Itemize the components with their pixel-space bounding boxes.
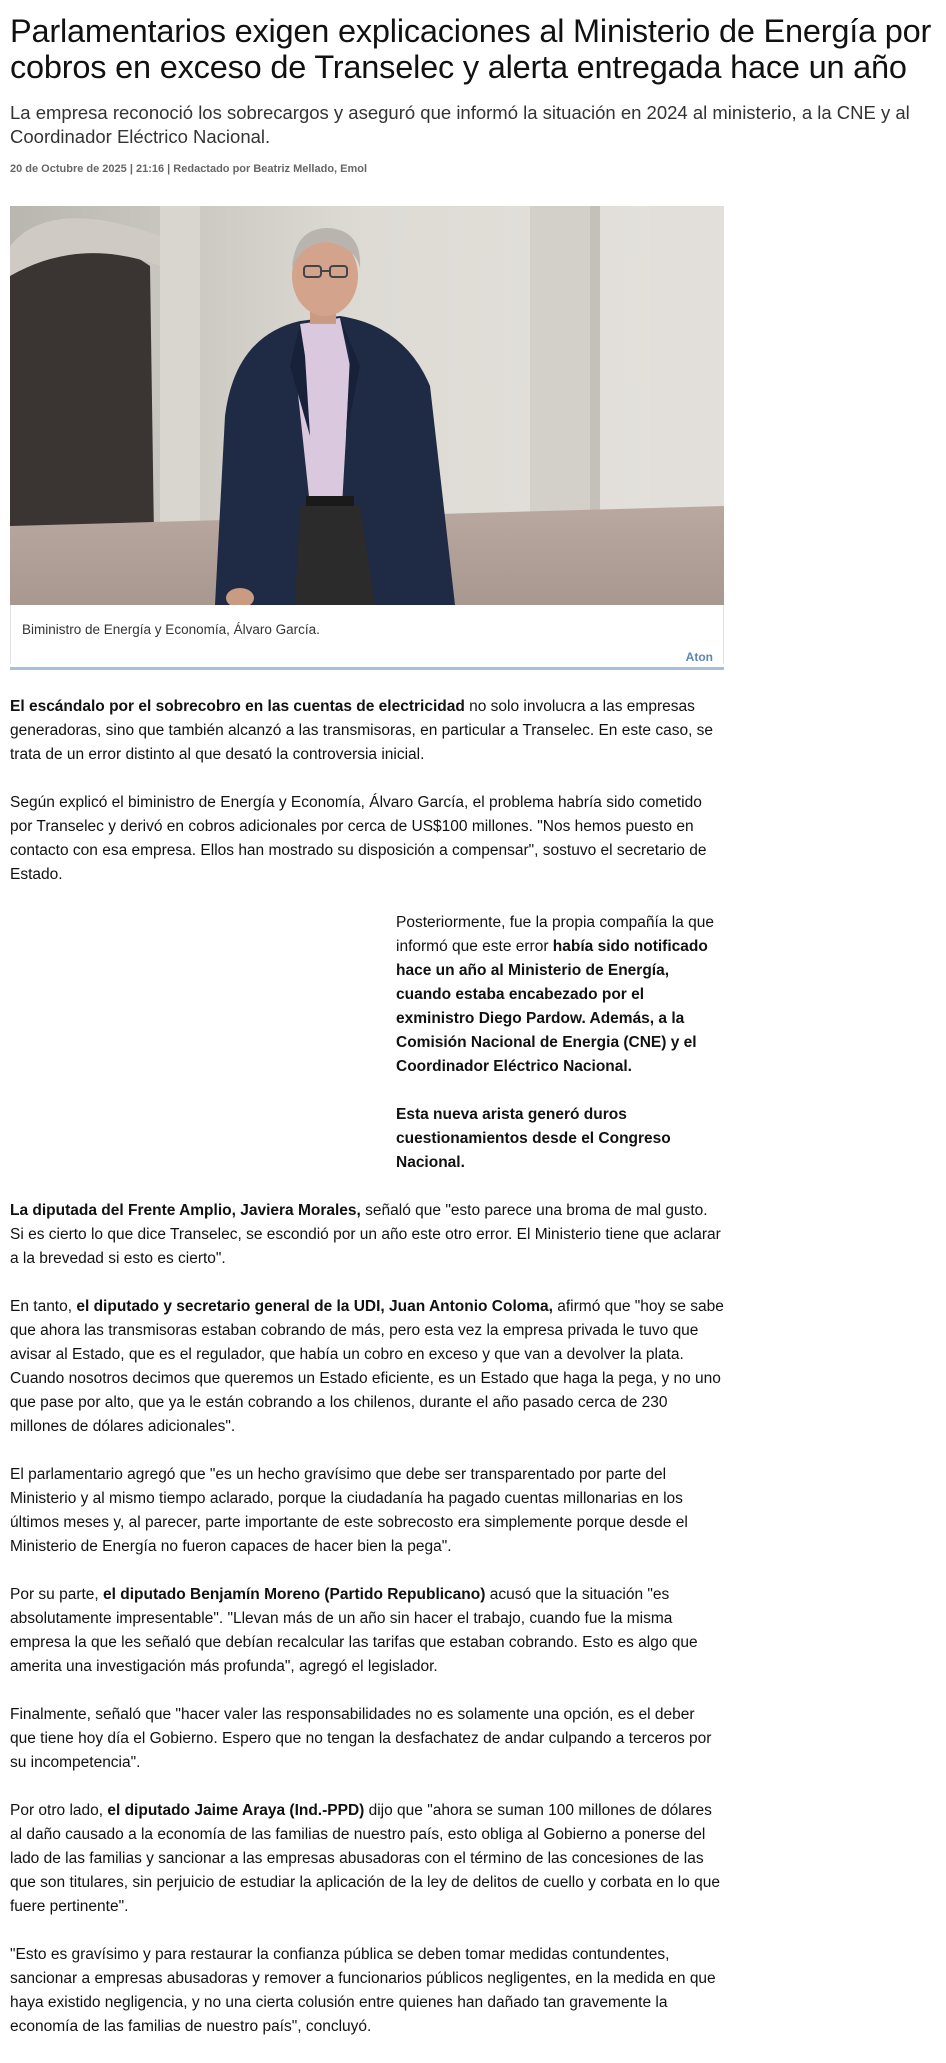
aside-text: Posteriormente, fue la propia compañía la que informó que este error	[396, 914, 714, 955]
paragraph-text: dijo que "ahora se suman 100 millones de dólares al daño causado a la economía de las familias de nuestro país, esto obliga al Gobierno a ponerse del lado de las familias y sancionar a las empresas abusadoras con el término de las concesiones de las que son titulares, sin perjuicio de estudiar la aplicación de la ley de delitos de cuello y corbata en lo que fuere pertinente".	[10, 1802, 720, 1915]
pull-aside	[396, 911, 726, 1175]
paragraph-bold: El escándalo por el sobrecobro en las cuentas de electricidad	[10, 698, 465, 715]
paragraph	[10, 695, 724, 767]
photo-credit: Aton	[685, 650, 713, 664]
article-byline: 20 de Octubre de 2025 | 21:16 | Redactado por Beatriz Mellado, Emol	[10, 163, 368, 175]
aside-paragraph	[396, 911, 726, 1079]
paragraph: El parlamentario agregó que "es un hecho gravísimo que debe ser transparentado por parte del Ministerio y al mismo tiempo aclarado, porque la ciudadanía ha pagado cuentas millonarias en los últimos meses y, al parecer, parte importante de este sobrecosto era simplemente porque desde el Ministerio de Energía no fueron capaces de hacer bien la pega".	[10, 1466, 688, 1555]
paragraph-bold: el diputado y secretario general de la UDI, Juan Antonio Coloma,	[76, 1298, 553, 1315]
paragraph	[10, 1295, 724, 1439]
paragraph-text: Por su parte,	[10, 1586, 104, 1603]
article-figure	[10, 206, 724, 670]
paragraph: Finalmente, señaló que "hacer valer las responsabilidades no es solamente una opción, es el deber que tiene hoy día el Gobierno. Espero que no tengan la desfachatez de andar culpando a terceros por su incompetencia".	[10, 1706, 712, 1771]
paragraph	[10, 1583, 724, 1679]
figure-caption-box	[10, 605, 724, 664]
paragraph-text: señaló que "esto parece una broma de mal gusto. Si es cierto lo que dice Transelec, se escondió por un año este otro error. El Ministerio tiene que aclarar a la brevedad si esto es cierto".	[10, 1202, 721, 1267]
article-body	[10, 695, 724, 2063]
paragraph-text: acusó que la situación "es absolutamente impresentable". "Llevan más de un año sin hacer el trabajo, cuando fue la misma empresa la que les señaló que debían recalcular las tarifas que estaban cobrando. Esto es algo que amerita una investigación más profunda", agregó el legislador.	[10, 1586, 698, 1675]
article-photo[interactable]	[10, 206, 724, 605]
aside-bold: Esta nueva arista generó duros cuestionamientos desde el Congreso Nacional.	[396, 1106, 671, 1171]
paragraph: "Esto es gravísimo y para restaurar la confianza pública se deben tomar medidas contundentes, sancionar a empresas abusadoras y remover a funcionarios públicos negligentes, en la medida en que haya existido negligencia, y no una cierta colusión entre quienes han dañado tan gravemente la economía de las familias de nuestro país", concluyó.	[10, 1946, 716, 2035]
article-title: Parlamentarios exigen explicaciones al Ministerio de Energía por cobros en exceso de Transelec y alerta entregada hace un año	[10, 13, 932, 85]
paragraph	[10, 1799, 724, 1919]
paragraph: Según explicó el biministro de Energía y Economía, Álvaro García, el problema habría sido cometido por Transelec y derivó en cobros adicionales por cerca de US$100 millones. "Nos hemos puesto en contacto con esa empresa. Ellos han mostrado su disposición a compensar", sostuvo el secretario de Estado.	[10, 794, 707, 883]
paragraph-bold: el diputado Jaime Araya (Ind.-PPD)	[107, 1802, 365, 1819]
paragraph-text: En tanto,	[10, 1298, 77, 1315]
paragraph	[10, 1199, 724, 1271]
paragraph-text: Por otro lado,	[10, 1802, 108, 1819]
article-subtitle: La empresa reconoció los sobrecargos y aseguró que informó la situación en 2024 al ministerio, a la CNE y al Coordinador Eléctrico Nacional.	[10, 102, 910, 147]
paragraph-bold: La diputada del Frente Amplio, Javiera Morales,	[10, 1202, 361, 1219]
figure-caption: Biministro de Energía y Economía, Álvaro García.	[22, 622, 320, 637]
paragraph-text: afirmó que "hoy se sabe que ahora las transmisoras estaban cobrando de más, pero esta vez la empresa privada le tuvo que avisar al Estado, que es el regulador, que había un cobro en exceso y que van a devolver la plata. Cuando nosotros decimos que queremos un Estado eficiente, es un Estado que haga la pega, y no uno que pase por alto, que ya le están cobrando a los chilenos, durante el año pasado cerca de 230 millones de dólares adicionales".	[10, 1298, 724, 1435]
paragraph-bold: el diputado Benjamín Moreno (Partido Republicano)	[103, 1586, 486, 1603]
aside-bold: había sido notificado hace un año al Ministerio de Energía, cuando estaba encabezado por el exministro Diego Pardow. Además, a la Comisión Nacional de Energia (CNE) y el Coordinador Eléctrico Nacional.	[396, 938, 708, 1075]
aside-paragraph	[396, 1103, 726, 1175]
paragraph-text: no solo involucra a las empresas generadoras, sino que también alcanzó a las transmisoras, en particular a Transelec. En este caso, se trata de un error distinto al que desató la controversia inicial.	[10, 698, 714, 763]
